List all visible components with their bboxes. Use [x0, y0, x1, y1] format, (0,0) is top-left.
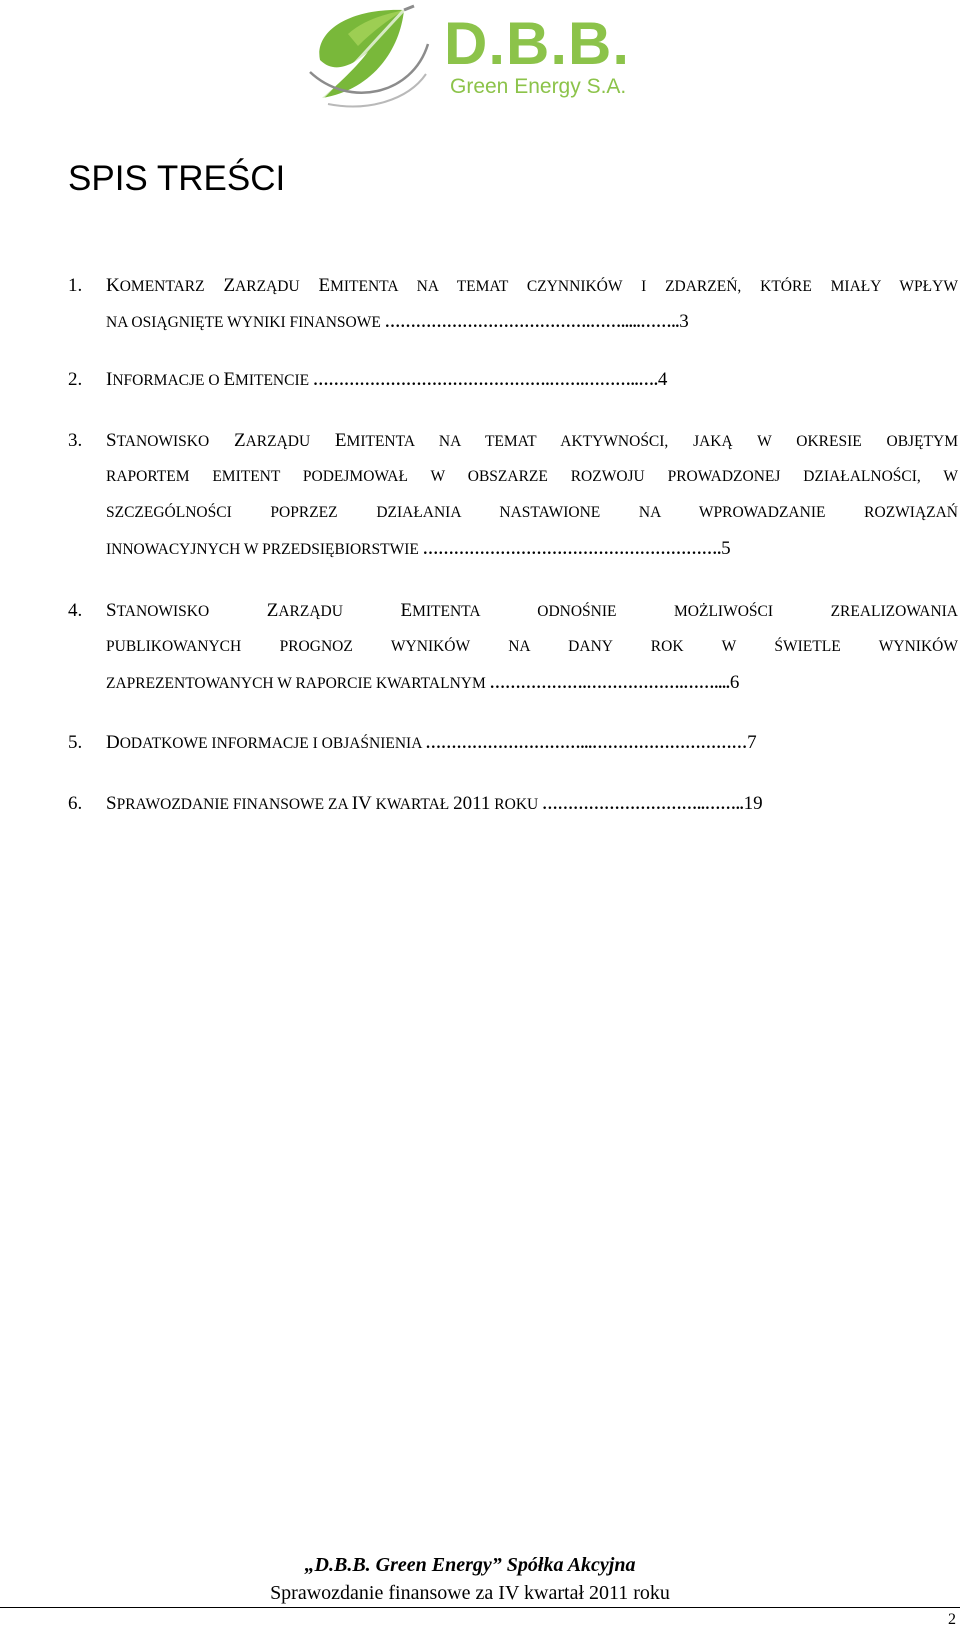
toc-leader: …………………………..…….. — [542, 796, 744, 813]
toc-number: 1. — [68, 275, 83, 296]
toc-number: 6. — [68, 793, 83, 814]
footer-divider — [0, 1607, 960, 1608]
toc-line: INFORMACJE O EMITENCIE ……………………………………….…….………..….4 — [106, 369, 668, 390]
toc-number: 5. — [68, 732, 83, 753]
logo-subtitle: Green Energy S.A. — [450, 75, 627, 98]
toc-page-number: 5 — [721, 538, 731, 559]
toc-number: 3. — [68, 430, 83, 451]
toc-leader: ……………….……………….…….... — [489, 675, 730, 692]
toc-line: SZCZEGÓLNOŚCI POPRZEZ DZIAŁANIA NASTAWIONE NA WPROWADZANIE ROZWIĄZAŃ — [106, 504, 958, 521]
toc-line: NA OSIĄGNIĘTE WYNIKI FINANSOWE ………………………………….…….....……..3 — [106, 311, 689, 332]
toc-leader: ……………………………………….…….………..…. — [312, 372, 658, 389]
toc-line: RAPORTEM EMITENT PODEJMOWAŁ W OBSZARZE ROZWOJU PROWADZONEJ DZIAŁALNOŚCI, W — [106, 468, 958, 485]
page-number: 2 — [948, 1611, 956, 1628]
toc-leader: …………………………………………………. — [422, 541, 722, 558]
toc-leader: ………………………………….…….....…….. — [384, 314, 680, 331]
toc-line: STANOWISKO ZARZĄDU EMITENTA ODNOŚNIE MOŻLIWOŚCI ZREALIZOWANIA — [106, 600, 958, 621]
footer-report: Sprawozdanie finansowe za IV kwartał 2011 roku — [270, 1582, 670, 1604]
toc-line: DODATKOWE INFORMACJE I OBJAŚNIENIA …………………………...…………………………7 — [106, 732, 757, 753]
company-logo — [308, 4, 648, 116]
leaf-icon — [308, 4, 438, 114]
toc-page-number: 19 — [743, 793, 763, 814]
footer-company: „D.B.B. Green Energy” Spółka Akcyjna — [304, 1554, 636, 1576]
toc-number: 4. — [68, 600, 83, 621]
toc-page-number: 7 — [747, 732, 757, 753]
toc-leader: …………………………...………………………… — [425, 735, 748, 752]
toc-number: 2. — [68, 369, 83, 390]
page-title: SPIS TREŚCI — [68, 159, 286, 198]
toc-line: ZAPREZENTOWANYCH W RAPORCIE KWARTALNYM ……………….……………….……....6 — [106, 672, 740, 693]
toc-line: KOMENTARZ ZARZĄDU EMITENTA NA TEMAT CZYNNIKÓW I ZDARZEŃ, KTÓRE MIAŁY WPŁYW — [106, 275, 958, 296]
toc-line: SPRAWOZDANIE FINANSOWE ZA IV KWARTAŁ 2011 ROKU …………………………..……..19 — [106, 793, 763, 814]
toc-line: PUBLIKOWANYCH PROGNOZ WYNIKÓW NA DANY ROK W ŚWIETLE WYNIKÓW — [106, 638, 958, 655]
toc-page-number: 6 — [729, 672, 740, 693]
toc-page-number: 4 — [657, 369, 668, 390]
toc-line: STANOWISKO ZARZĄDU EMITENTA NA TEMAT AKTYWNOŚCI, JAKĄ W OKRESIE OBJĘTYM — [106, 430, 958, 451]
toc-line: INNOWACYJNYCH W PRZEDSIĘBIORSTWIE ………………………………………………….5 — [106, 538, 731, 559]
logo-name: D.B.B. — [444, 10, 630, 77]
toc-page-number: 3 — [679, 311, 689, 332]
